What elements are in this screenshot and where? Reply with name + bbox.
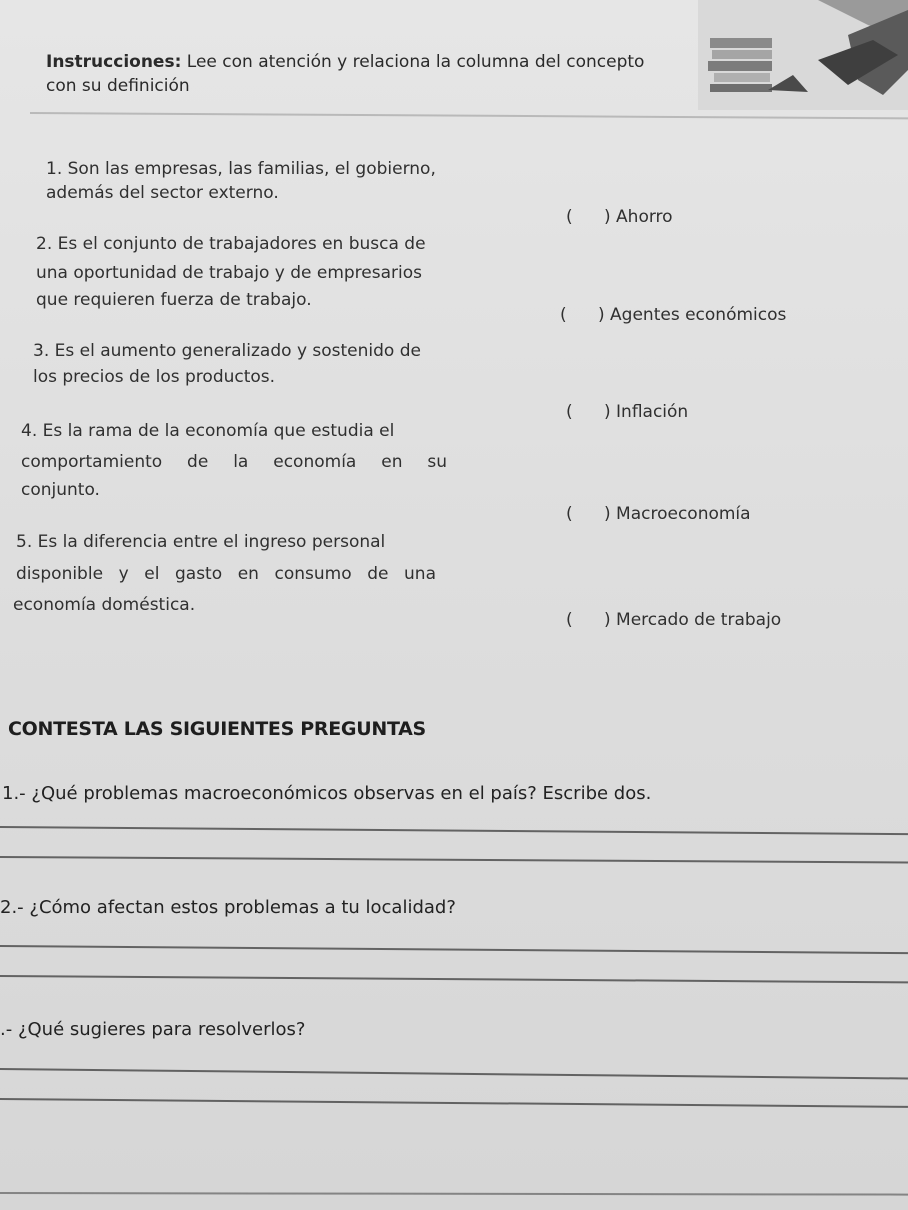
definition-4-line-1: 4. Es la rama de la economía que estudia el [21,421,395,441]
answer-line-1b[interactable] [0,856,908,864]
section-heading: CONTESTA LAS SIGUIENTES PREGUNTAS [8,718,426,740]
answer-line-2b[interactable] [0,975,908,983]
answer-line-1a[interactable] [0,826,908,835]
concept-label-3: Inflación [616,402,689,422]
concept-label-2: Agentes económicos [610,305,787,325]
answer-blank-2[interactable]: ( [560,305,567,325]
definition-3-line-1: 3. Es el aumento generalizado y sostenido de [33,341,421,361]
concept-label-5: Mercado de trabajo [616,610,782,630]
answer-blank-1[interactable]: ( [566,207,573,227]
definition-5-line-2: disponible y el gasto en consumo de una [16,564,436,584]
definition-2-line-2: una oportunidad de trabajo y de empresarios [36,263,423,283]
definition-2-line-3: que requieren fuerza de trabajo. [36,290,312,310]
question-2: 2.- ¿Cómo afectan estos problemas a tu localidad? [0,897,456,918]
concept-mercado-de-trabajo: ( ) Mercado de trabajo [566,610,782,630]
instructions-label: Instrucciones: [46,52,182,72]
answer-blank-4[interactable]: ( [566,504,573,524]
answer-line-3c[interactable] [0,1192,908,1196]
header-divider [30,112,908,119]
instructions-text-2: con su definición [46,76,190,96]
concept-ahorro: ( ) Ahorro [566,207,673,227]
concept-agentes-economicos: ( ) Agentes económicos [560,305,787,325]
answer-line-3a[interactable] [0,1068,908,1080]
definition-1-line-2: además del sector externo. [46,183,279,203]
concept-inflacion: ( ) Inflación [566,402,689,422]
definition-2-line-1: 2. Es el conjunto de trabajadores en busca de [36,234,426,254]
concept-label-4: Macroeconomía [616,504,751,524]
books-illustration [698,0,908,110]
answer-blank-3[interactable]: ( [566,402,573,422]
concept-label-1: Ahorro [616,207,673,227]
answer-line-2a[interactable] [0,945,908,954]
question-1: 1.- ¿Qué problemas macroeconómicos observas en el país? Escribe dos. [2,783,652,804]
definition-5-line-3: economía doméstica. [13,595,196,615]
definition-3-line-2: los precios de los productos. [33,367,276,387]
definition-1-line-1: 1. Son las empresas, las familias, el gobierno, [46,159,436,179]
definition-4-line-2: comportamiento de la economía en su [21,452,447,472]
definition-4-line-3: conjunto. [21,480,100,500]
instructions-text-1: Lee con atención y relaciona la columna del concepto [186,52,645,72]
definition-5-line-1: 5. Es la diferencia entre el ingreso personal [16,532,386,552]
question-3: .- ¿Qué sugieres para resolverlos? [0,1019,306,1040]
answer-line-3b[interactable] [0,1098,908,1108]
concept-macroeconomia: ( ) Macroeconomía [566,504,751,524]
instructions [46,50,644,98]
answer-blank-5[interactable]: ( [566,610,573,630]
